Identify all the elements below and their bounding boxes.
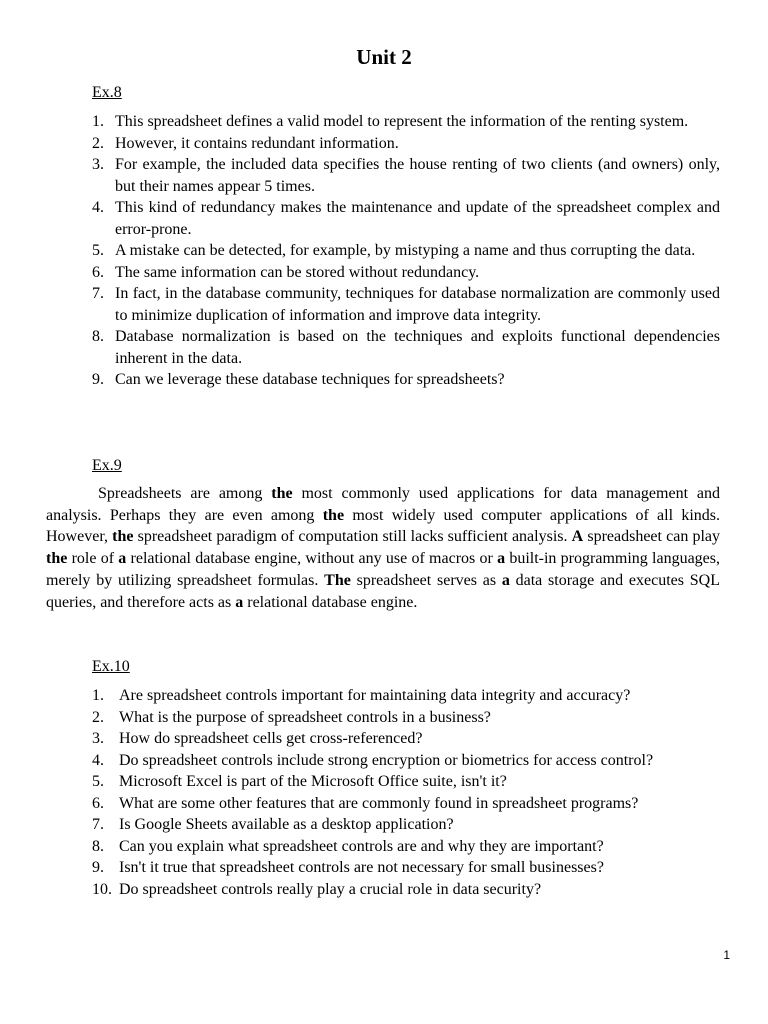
list-item [92,836,720,858]
item-text: Can you explain what spreadsheet controls are and why they are important? [119,837,604,855]
ex8-heading: Ex.8 [92,84,122,101]
text-run: spreadsheet can play [583,528,720,546]
list-item [92,750,720,772]
bold-run: the [112,528,134,546]
item-text: In fact, in the database community, techniques for database normalization are commonly used to minimize duplication of information and improve data integrity. [115,285,720,324]
item-number: 6. [92,794,104,812]
list-item [92,197,720,240]
item-text: A mistake can be detected, for example, by mistyping a name and thus corrupting the data. [115,242,696,259]
item-text: Do spreadsheet controls really play a crucial role in data security? [119,880,542,898]
item-text: Is Google Sheets available as a desktop application? [119,816,454,833]
item-text: The same information can be stored without redundancy. [115,263,480,281]
item-number: 4. [92,751,104,769]
item-number: 4. [92,199,104,216]
text-run: spreadsheet serves as [350,571,502,589]
bold-run: A [571,528,584,546]
text-run: spreadsheet paradigm of computation still lacks sufficient analysis. [133,528,572,546]
list-item [92,814,720,836]
item-number: 1. [92,687,104,704]
item-number: 2. [92,134,104,152]
bold-run: a [497,550,506,568]
item-number: 6. [92,263,104,281]
bold-run: a [235,593,244,611]
page-number: 1 [723,948,730,962]
item-number: 8. [92,837,104,855]
item-text: Can we leverage these database techniques for spreadsheets? [115,371,505,388]
ex10-heading: Ex.10 [92,658,130,675]
text-run: relational database engine. [243,593,418,611]
item-text: How do spreadsheet cells get cross-referenced? [119,730,423,747]
list-item [92,793,720,815]
bold-run: the [322,506,345,524]
list-item [92,283,720,326]
item-text: What is the purpose of spreadsheet controls in a business? [119,708,491,726]
bold-run: The [324,571,351,589]
item-number: 10. [92,880,112,898]
item-text: Database normalization is based on the techniques and exploits functional dependencies inherent in the data. [115,328,720,367]
item-number: 9. [92,859,104,876]
text-run: data storage and executes SQL queries, and therefore acts as [46,571,720,611]
text-run: Spreadsheets are among [98,485,272,502]
item-number: 3. [92,156,104,173]
item-text: Do spreadsheet controls include strong encryption or biometrics for access control? [119,751,654,769]
text-run: most commonly used applications for data management and analysis. Perhaps they are even among [46,485,721,524]
bold-run: the [46,550,68,568]
item-text: For example, the included data specifies the house renting of two clients (and owners) only, but their names appear 5 times. [115,156,720,195]
item-number: 9. [92,371,104,388]
list-item [92,133,720,155]
bold-run: a [118,550,127,568]
list-item [92,111,720,133]
item-text: This spreadsheet defines a valid model to represent the information of the renting system. [115,113,689,130]
item-text: Isn't it true that spreadsheet controls are not necessary for small businesses? [119,859,604,876]
item-number: 1. [92,113,104,130]
item-number: 5. [92,242,104,259]
list-item [92,771,720,793]
list-item [92,857,720,879]
list-item [92,728,720,750]
bold-run: the [271,485,293,502]
text-run: most widely used computer applications of all kinds. However, [46,506,721,546]
list-item [92,707,720,729]
ex9-heading: Ex.9 [92,457,122,474]
item-text: Microsoft Excel is part of the Microsoft Office suite, isn't it? [119,773,507,790]
list-item [92,326,720,369]
ex8-list [92,111,720,391]
item-text: However, it contains redundant information. [115,134,399,152]
list-item [92,154,720,197]
list-item [92,369,720,391]
list-item [92,685,720,707]
item-number: 8. [92,328,104,345]
item-number: 7. [92,285,104,302]
text-run: built-in programming languages, merely by utilizing spreadsheet formulas. [46,550,720,589]
item-number: 3. [92,730,104,747]
text-run: role of [67,550,119,568]
item-number: 5. [92,773,104,790]
item-number: 2. [92,708,104,726]
ex9-paragraph [46,483,720,613]
item-text: What are some other features that are commonly found in spreadsheet programs? [119,794,639,812]
list-item [92,240,720,262]
text-run: relational database engine, without any use of macros or [126,550,498,568]
list-item [92,879,720,901]
list-item [92,262,720,284]
ex10-list [92,685,720,900]
item-text: This kind of redundancy makes the maintenance and update of the spreadsheet complex and error-prone. [115,199,720,238]
page-title: Unit 2 [356,45,412,69]
item-number: 7. [92,816,104,833]
bold-run: a [501,571,510,589]
item-text: Are spreadsheet controls important for maintaining data integrity and accuracy? [119,687,631,704]
